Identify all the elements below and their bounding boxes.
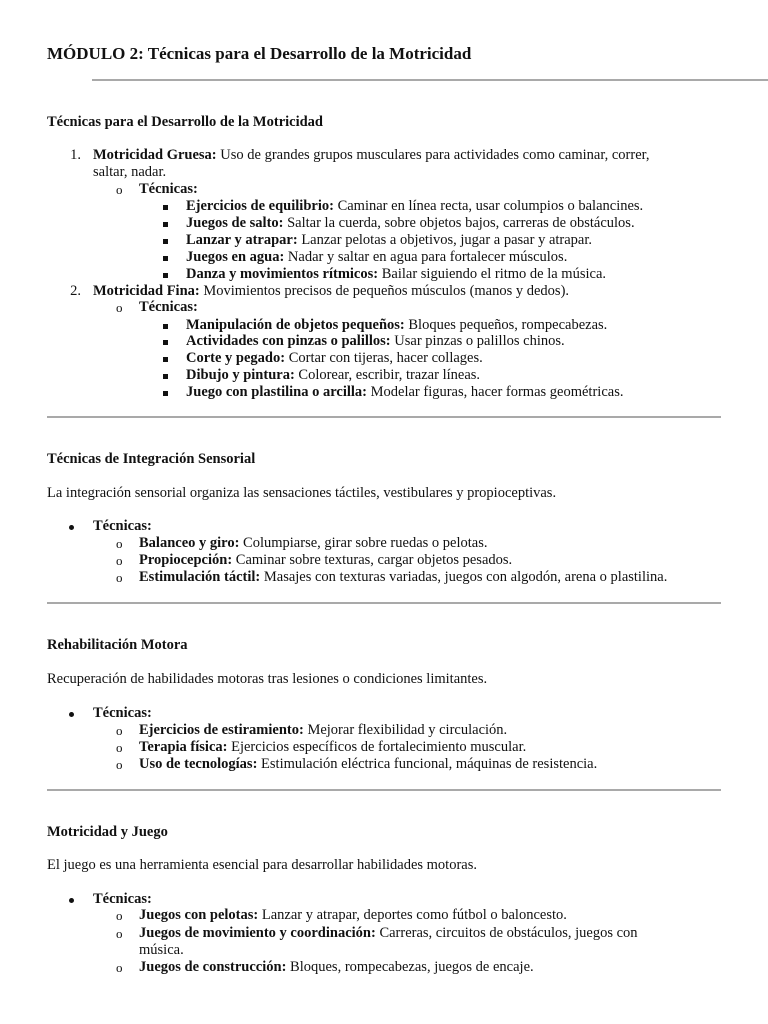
item-text: Masajes con texturas variadas, juegos con algodón, arena o plastilina.: [263, 569, 668, 585]
item-label: Juegos de movimiento y coordinación:: [139, 925, 376, 941]
circle-bullet-icon: o: [116, 908, 123, 923]
item-text: Cortar con tijeras, hacer collages.: [288, 350, 483, 366]
sublist-heading: [139, 299, 198, 316]
disc-bullet-icon: [69, 898, 74, 903]
square-bullet-icon: [163, 256, 168, 261]
list-item: [186, 333, 565, 350]
item-text: Caminar sobre texturas, cargar objetos pesados.: [235, 552, 513, 568]
tecnicas-label: Técnicas:: [139, 181, 198, 197]
list-item: [93, 518, 152, 535]
item-label: Ejercicios de estiramiento:: [139, 722, 304, 738]
item-label: Terapia física:: [139, 739, 228, 755]
circle-bullet-icon: o: [116, 757, 123, 772]
section-heading: Rehabilitación Motora: [47, 637, 188, 653]
list-item: [139, 959, 534, 976]
square-bullet-icon: [163, 324, 168, 329]
item-label: Manipulación de objetos pequeños:: [186, 317, 405, 333]
list-item: [186, 350, 483, 367]
item-label: Juego con plastilina o arcilla:: [186, 384, 367, 400]
divider: [47, 602, 721, 604]
list-item: [139, 756, 597, 773]
item-text: Caminar en línea recta, usar columpios o balancines.: [337, 198, 644, 214]
item-text: Lanzar pelotas a objetivos, jugar a pasar y atrapar.: [301, 232, 593, 248]
sublist-heading: [139, 181, 198, 198]
section-heading: Motricidad y Juego: [47, 824, 168, 840]
item-label: Danza y movimientos rítmicos:: [186, 266, 379, 282]
section-heading: Técnicas de Integración Sensorial: [47, 451, 256, 467]
list-item: [186, 232, 592, 249]
list-item: [186, 215, 635, 232]
divider: [92, 79, 768, 81]
circle-bullet-icon: o: [116, 740, 123, 755]
tecnicas-label: Técnicas:: [93, 891, 152, 907]
section-heading: Técnicas para el Desarrollo de la Motricidad: [47, 114, 323, 130]
square-bullet-icon: [163, 239, 168, 244]
list-item: [139, 535, 487, 552]
list-item: [139, 569, 667, 586]
item-text: Nadar y saltar en agua para fortalecer músculos.: [287, 249, 568, 265]
tecnicas-label: Técnicas:: [93, 705, 152, 721]
item-text: Columpiarse, girar sobre ruedas o pelotas.: [243, 535, 488, 551]
paragraph: Recuperación de habilidades motoras tras lesiones o condiciones limitantes.: [47, 671, 488, 687]
divider: [47, 416, 721, 418]
circle-bullet-icon: o: [116, 300, 123, 315]
item-label: Balanceo y giro:: [139, 535, 240, 551]
item-text: Mejorar flexibilidad y circulación.: [307, 722, 508, 738]
item-label: Actividades con pinzas o palillos:: [186, 333, 391, 349]
circle-bullet-icon: o: [116, 553, 123, 568]
list-number: 1.: [70, 147, 81, 163]
item-label: Lanzar y atrapar:: [186, 232, 298, 248]
item-text: Movimientos precisos de pequeños músculos (manos y dedos).: [203, 283, 570, 299]
list-item: [139, 925, 638, 942]
item-label: Motricidad Fina:: [93, 283, 200, 299]
square-bullet-icon: [163, 222, 168, 227]
divider: [47, 789, 721, 791]
circle-bullet-icon: o: [116, 960, 123, 975]
square-bullet-icon: [163, 273, 168, 278]
list-item-text-continued: saltar, nadar.: [93, 164, 167, 180]
item-label: Juegos de salto:: [186, 215, 284, 231]
circle-bullet-icon: o: [116, 723, 123, 738]
item-label: Corte y pegado:: [186, 350, 286, 366]
list-item: [139, 907, 567, 924]
tecnicas-label: Técnicas:: [139, 299, 198, 315]
list-item: [186, 317, 607, 334]
item-label: Ejercicios de equilibrio:: [186, 198, 334, 214]
square-bullet-icon: [163, 340, 168, 345]
item-text: Uso de grandes grupos musculares para actividades como caminar, correr,: [220, 147, 650, 163]
list-item: [93, 705, 152, 722]
item-text: Usar pinzas o palillos chinos.: [394, 333, 565, 349]
page-title: MÓDULO 2: Técnicas para el Desarrollo de la Motricidad: [47, 44, 472, 63]
item-label: Estimulación táctil:: [139, 569, 261, 585]
list-item-text: [93, 283, 569, 300]
square-bullet-icon: [163, 391, 168, 396]
item-label: Dibujo y pintura:: [186, 367, 295, 383]
circle-bullet-icon: o: [116, 926, 123, 941]
list-item: [186, 367, 480, 384]
item-label: Propiocepción:: [139, 552, 233, 568]
square-bullet-icon: [163, 374, 168, 379]
item-text: Ejercicios específicos de fortalecimiento muscular.: [231, 739, 527, 755]
item-label: Juegos de construcción:: [139, 959, 287, 975]
disc-bullet-icon: [69, 712, 74, 717]
list-number: 2.: [70, 283, 81, 299]
tecnicas-label: Técnicas:: [93, 518, 152, 534]
square-bullet-icon: [163, 205, 168, 210]
item-label: Motricidad Gruesa:: [93, 147, 217, 163]
list-item: [139, 722, 507, 739]
list-item-text-continued: música.: [139, 942, 184, 958]
item-text: Bloques, rompecabezas, juegos de encaje.: [290, 959, 534, 975]
list-item-text: [93, 147, 650, 164]
disc-bullet-icon: [69, 525, 74, 530]
item-text: Carreras, circuitos de obstáculos, juegos con: [379, 925, 638, 941]
list-item: [139, 739, 526, 756]
list-item: [139, 552, 512, 569]
item-text: Lanzar y atrapar, deportes como fútbol o baloncesto.: [261, 907, 567, 923]
list-item: [186, 198, 643, 215]
item-text: Saltar la cuerda, sobre objetos bajos, carreras de obstáculos.: [287, 215, 635, 231]
item-text: Modelar figuras, hacer formas geométricas.: [370, 384, 624, 400]
list-item: [186, 384, 623, 401]
item-text: Colorear, escribir, trazar líneas.: [298, 367, 481, 383]
circle-bullet-icon: o: [116, 570, 123, 585]
item-label: Juegos en agua:: [186, 249, 285, 265]
list-item: [186, 249, 567, 266]
square-bullet-icon: [163, 357, 168, 362]
item-label: Uso de tecnologías:: [139, 756, 258, 772]
item-text: Estimulación eléctrica funcional, máquinas de resistencia.: [261, 756, 598, 772]
item-text: Bailar siguiendo el ritmo de la música.: [381, 266, 607, 282]
paragraph: El juego es una herramienta esencial para desarrollar habilidades motoras.: [47, 857, 477, 873]
list-item: [93, 891, 152, 908]
circle-bullet-icon: o: [116, 182, 123, 197]
item-text: Bloques pequeños, rompecabezas.: [408, 317, 608, 333]
circle-bullet-icon: o: [116, 536, 123, 551]
list-item: [186, 266, 606, 283]
item-label: Juegos con pelotas:: [139, 907, 259, 923]
paragraph: La integración sensorial organiza las sensaciones táctiles, vestibulares y propioceptivas.: [47, 485, 557, 501]
